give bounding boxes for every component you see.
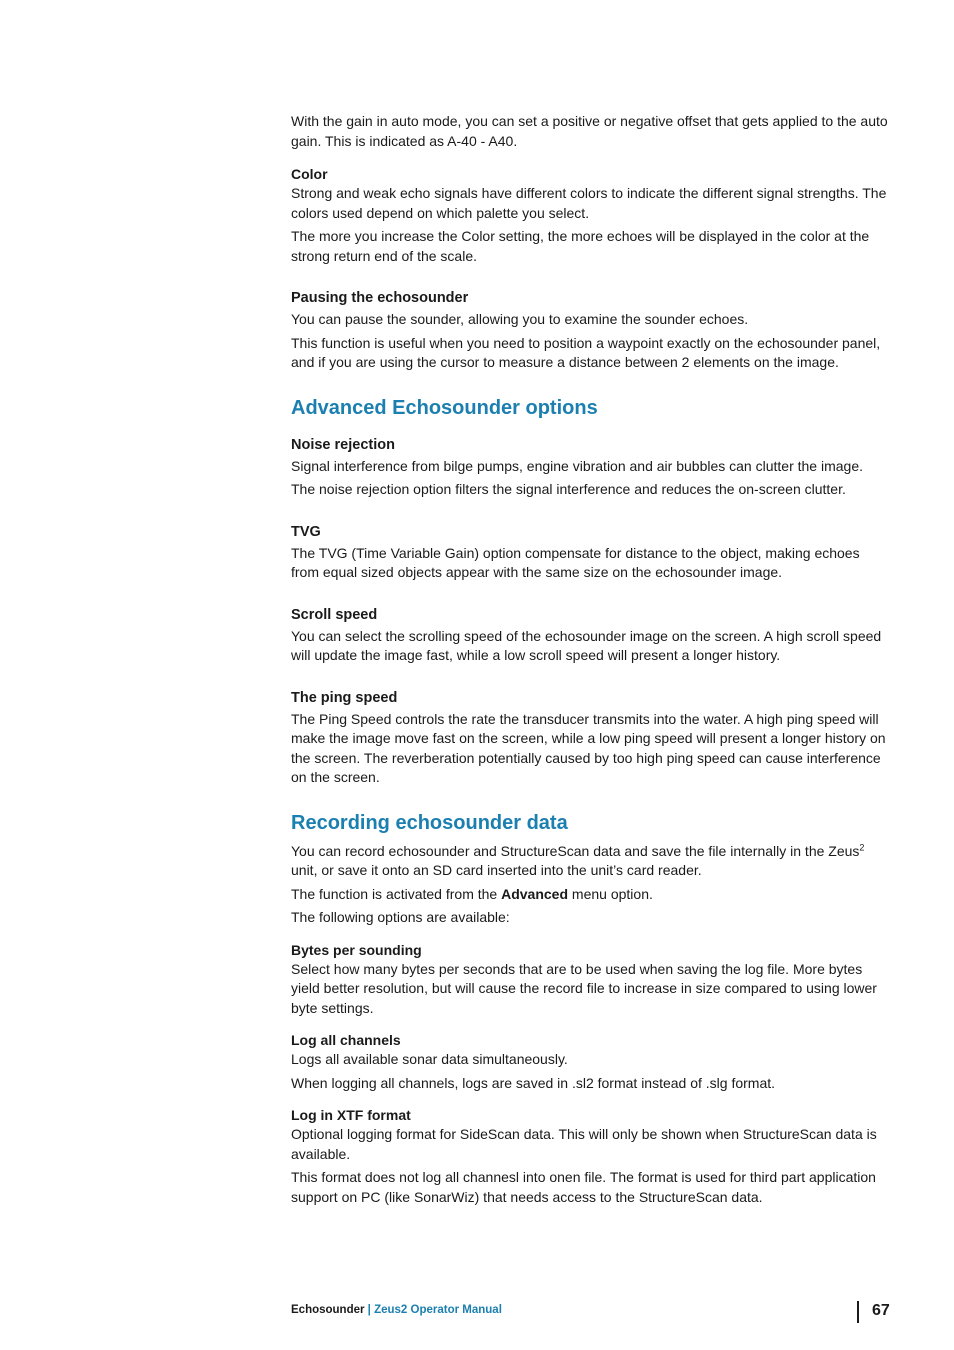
noise-rejection-paragraph-1: Signal interference from bilge pumps, engine vibration and air bubbles can clutter the image. xyxy=(291,457,863,474)
pausing-heading: Pausing the echosounder xyxy=(291,290,469,306)
recording-p1-superscript: 2 xyxy=(859,841,865,852)
page-content xyxy=(291,112,891,1211)
scroll-speed-paragraph: You can select the scrolling speed of the echosounder image on the screen. A high scroll speed will update the image fast, while a low scroll speed will present a longer history. xyxy=(291,627,882,663)
advanced-menu-term: Advanced xyxy=(501,885,569,902)
noise-rejection-heading: Noise rejection xyxy=(291,436,395,453)
noise-rejection-paragraph-2: The noise rejection option filters the signal interference and reduces the on-screen clutter. xyxy=(291,481,846,497)
recording-p2-text-a: The function is activated from the xyxy=(291,885,502,902)
tvg-paragraph: The TVG (Time Variable Gain) option compensate for distance to the object, making echoes from equal sized objects appear with the same size on the echosounder image. xyxy=(291,544,860,580)
footer-manual-title: | Zeus2 Operator Manual xyxy=(364,1304,502,1316)
intro-paragraph: With the gain in auto mode, you can set a positive or negative offset that gets applied to the auto gain. This is indicated as A-40 - A40. xyxy=(291,113,888,149)
advanced-options-heading: Advanced Echosounder options xyxy=(291,396,598,419)
log-xtf-paragraph-1: Optional logging format for SideScan data. This will only be shown when StructureScan data is available. xyxy=(291,1126,877,1162)
recording-heading: Recording echosounder data xyxy=(291,811,568,834)
page-number: 67 xyxy=(872,1302,890,1319)
recording-p1-text-a: You can record echosounder and StructureScan data and save the file internally in the Zeus xyxy=(291,842,860,859)
pausing-paragraph-2: This function is useful when you need to position a waypoint exactly on the echosounder panel, and if you are using the cursor to measure a distance between 2 elements on the image. xyxy=(291,334,881,370)
footer-section-name: Echosounder xyxy=(291,1304,365,1316)
recording-p1-text-b: unit, or save it onto an SD card inserted into the unit’s card reader. xyxy=(291,862,702,878)
recording-p2-text-b: menu option. xyxy=(568,885,653,902)
log-all-channels-paragraph-1: Logs all available sonar data simultaneously. xyxy=(291,1051,568,1067)
ping-speed-paragraph: The Ping Speed controls the rate the transducer transmits into the water. A high ping speed will make the image move fast on the screen, while a low ping speed will present a longer history on the screen. The reverberation potentially caused by too high ping speed can cause interference on the screen. xyxy=(291,710,886,785)
recording-paragraph-1 xyxy=(291,842,891,881)
color-paragraph-1: Strong and weak echo signals have different colors to indicate the different signal strengths. The colors used depend on which palette you select. xyxy=(291,185,887,221)
color-paragraph-2: The more you increase the Color setting, the more echoes will be displayed in the color at the strong return end of the scale. xyxy=(291,228,870,264)
pausing-paragraph-1: You can pause the sounder, allowing you to examine the sounder echoes. xyxy=(291,311,749,327)
log-all-channels-heading: Log all channels xyxy=(291,1032,401,1048)
bytes-per-sounding-heading: Bytes per sounding xyxy=(291,941,422,958)
log-xtf-heading: Log in XTF format xyxy=(291,1107,411,1123)
recording-paragraph-3: The following options are available: xyxy=(291,909,510,925)
tvg-heading: TVG xyxy=(291,523,321,540)
page-footer xyxy=(291,1301,502,1321)
log-all-channels-paragraph-2: When logging all channels, logs are saved in .sl2 format instead of .slg format. xyxy=(291,1074,776,1091)
scroll-speed-heading: Scroll speed xyxy=(291,606,378,623)
page-number-divider xyxy=(857,1301,859,1323)
recording-paragraph-2 xyxy=(291,885,891,905)
log-xtf-paragraph-2: This format does not log all channesl into onen file. The format is used for third part application support on PC (like SonarWiz) that needs access to the StructureScan data. xyxy=(291,1169,876,1205)
color-heading: Color xyxy=(291,166,328,182)
ping-speed-heading: The ping speed xyxy=(291,689,398,706)
bytes-per-sounding-paragraph: Select how many bytes per seconds that are to be used when saving the log file. More bytes yield better resolution, but will cause the record file to increase in size compared to using lower byte settings. xyxy=(291,960,877,1016)
